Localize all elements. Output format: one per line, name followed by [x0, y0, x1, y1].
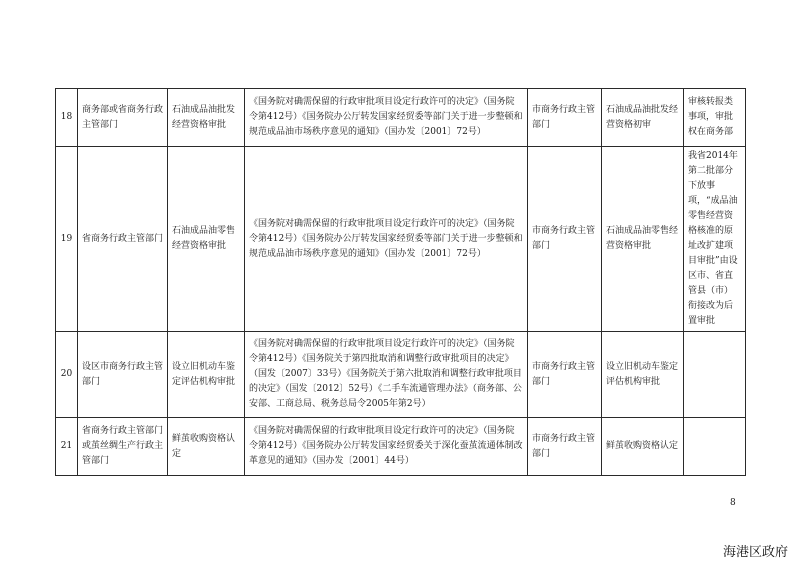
local-approval-item: 设立旧机动车鉴定评估机构审批	[602, 332, 684, 418]
local-implementing-department: 市商务行政主管部门	[528, 418, 602, 476]
legal-basis: 《国务院对确需保留的行政审批项目设定行政许可的决定》（国务院令第412号）《国务院办公厅转发国家经贸委等部门关于进一步整顿和规范成品油市场秩序意见的通知》（国办发〔2001〕72号）	[245, 147, 528, 332]
local-implementing-department: 市商务行政主管部门	[528, 147, 602, 332]
legal-basis: 《国务院对确需保留的行政审批项目设定行政许可的决定》（国务院令第412号）《国务院办公厅转发国家经贸委等部门关于进一步整顿和规范成品油市场秩序意见的通知》（国办发〔2001〕72号）	[245, 89, 528, 147]
approval-items-table	[55, 88, 746, 476]
table-row	[56, 147, 746, 332]
local-approval-item: 石油成品油批发经营资格初审	[602, 89, 684, 147]
remark	[684, 418, 746, 476]
row-number: 20	[56, 332, 78, 418]
approval-item-name: 鲜茧收购资格认定	[168, 418, 245, 476]
remark: 我省2014年第二批部分下放事项，“成品油零售经营资格核准的原址改扩建项目审批”由设区市、省直管县（市）衔接改为后置审批	[684, 147, 746, 332]
legal-basis: 《国务院对确需保留的行政审批项目设定行政许可的决定》（国务院令第412号）《国务院办公厅转发国家经贸委关于深化蚕茧流通体制改革意见的通知》（国办发〔2001〕44号）	[245, 418, 528, 476]
approval-item-name: 石油成品油批发经营资格审批	[168, 89, 245, 147]
implementing-department: 省商务行政主管部门	[78, 147, 168, 332]
local-implementing-department: 市商务行政主管部门	[528, 332, 602, 418]
watermark-label: 海港区政府	[722, 545, 788, 560]
row-number: 19	[56, 147, 78, 332]
approval-item-name: 设立旧机动车鉴定评估机构审批	[168, 332, 245, 418]
row-number: 18	[56, 89, 78, 147]
remark: 审核转报类事项，审批权在商务部	[684, 89, 746, 147]
implementing-department: 设区市商务行政主管部门	[78, 332, 168, 418]
table-row	[56, 332, 746, 418]
remark	[684, 332, 746, 418]
implementing-department: 商务部或省商务行政主管部门	[78, 89, 168, 147]
table-row	[56, 89, 746, 147]
table-row	[56, 418, 746, 476]
local-approval-item: 鲜茧收购资格认定	[602, 418, 684, 476]
implementing-department: 省商务行政主管部门或茧丝绸生产行政主管部门	[78, 418, 168, 476]
legal-basis: 《国务院对确需保留的行政审批项目设定行政许可的决定》（国务院令第412号）《国务院关于第四批取消和调整行政审批项目的决定》（国发〔2007〕33号）《国务院关于第六批取消和调整行政审批项目的决定》（国发〔2012〕52号）《二手车流通管理办法》（商务部、公安部、工商总局、税务总局令2005年第2号）	[245, 332, 528, 418]
page-number: 8	[730, 498, 736, 508]
row-number: 21	[56, 418, 78, 476]
local-approval-item: 石油成品油零售经营资格审批	[602, 147, 684, 332]
approval-item-name: 石油成品油零售经营资格审批	[168, 147, 245, 332]
local-implementing-department: 市商务行政主管部门	[528, 89, 602, 147]
